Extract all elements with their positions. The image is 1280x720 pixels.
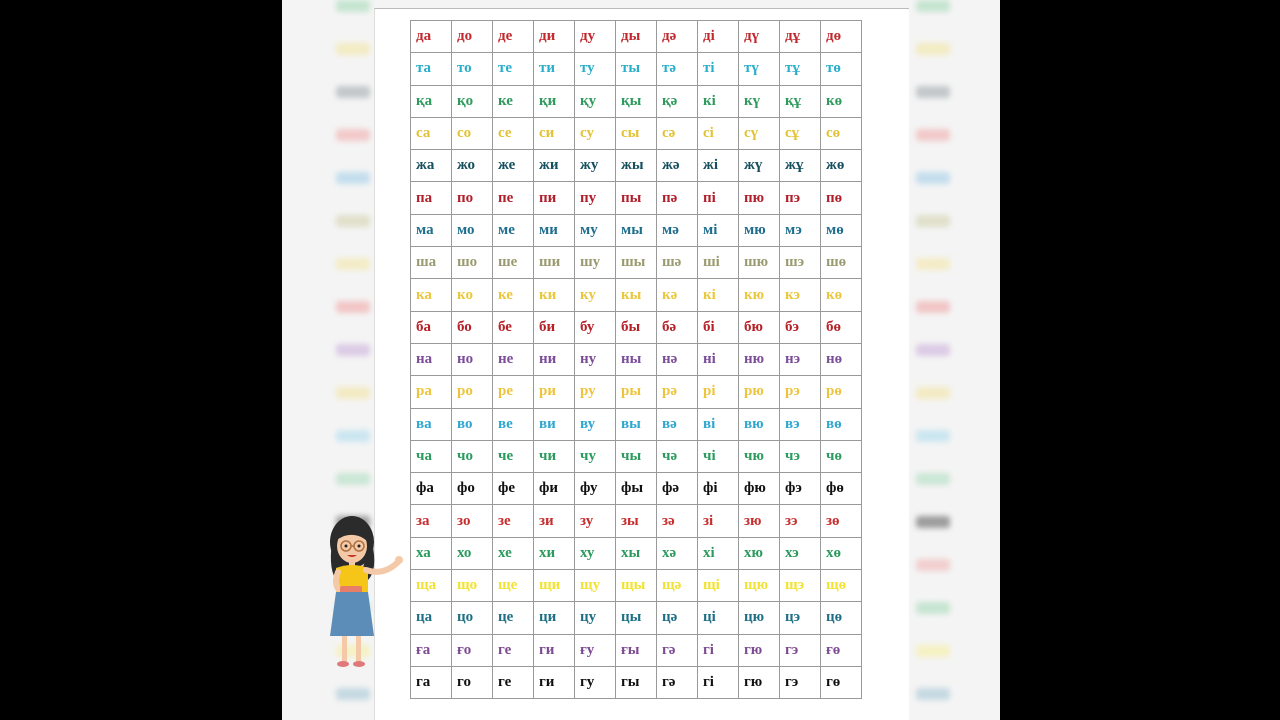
blurred-thumbnail-block <box>916 215 950 227</box>
syllable-cell: шө <box>821 247 862 279</box>
syllable-row <box>411 247 862 279</box>
syllable-cell: шу <box>575 247 616 279</box>
syllable-cell: шю <box>739 247 780 279</box>
syllable-row <box>411 537 862 569</box>
syllable-cell: ди <box>534 21 575 53</box>
syllable-cell: ці <box>698 602 739 634</box>
syllable-cell: бә <box>657 311 698 343</box>
syllable-cell: вө <box>821 408 862 440</box>
syllable-cell: цы <box>616 602 657 634</box>
syllable-cell: зы <box>616 505 657 537</box>
syllable-cell: жы <box>616 150 657 182</box>
syllable-cell: бы <box>616 311 657 343</box>
syllable-cell: зю <box>739 505 780 537</box>
blurred-thumbnail-block <box>336 473 370 485</box>
blurred-thumbnail-block <box>916 387 950 399</box>
syllable-cell: ча <box>411 440 452 472</box>
syllable-cell: фә <box>657 473 698 505</box>
syllable-cell: қә <box>657 85 698 117</box>
syllable-cell: фэ <box>780 473 821 505</box>
syllable-cell: му <box>575 214 616 246</box>
syllable-cell: ті <box>698 53 739 85</box>
syllable-cell: ну <box>575 343 616 375</box>
syllable-cell: ғы <box>616 634 657 666</box>
syllable-cell: пі <box>698 182 739 214</box>
syllable-row <box>411 440 862 472</box>
syllable-cell: чэ <box>780 440 821 472</box>
syllable-cell: щи <box>534 570 575 602</box>
syllable-cell: ві <box>698 408 739 440</box>
syllable-cell: ры <box>616 376 657 408</box>
syllable-cell: кө <box>821 279 862 311</box>
syllable-cell: зө <box>821 505 862 537</box>
syllable-row <box>411 666 862 698</box>
syllable-cell: хі <box>698 537 739 569</box>
blurred-thumbnail-block <box>336 344 370 356</box>
syllable-cell: сұ <box>780 117 821 149</box>
blurred-thumbnail-block <box>916 258 950 270</box>
syllable-cell: чө <box>821 440 862 472</box>
syllable-cell: гә <box>657 666 698 698</box>
syllable-cell: тұ <box>780 53 821 85</box>
syllable-cell: то <box>452 53 493 85</box>
syllable-cell: жу <box>575 150 616 182</box>
syllable-cell: ре <box>493 376 534 408</box>
syllable-cell: би <box>534 311 575 343</box>
syllable-cell: чю <box>739 440 780 472</box>
blurred-thumbnail-block <box>336 129 370 141</box>
syllable-cell: но <box>452 343 493 375</box>
syllable-row <box>411 343 862 375</box>
syllable-cell: ни <box>534 343 575 375</box>
syllable-row <box>411 150 862 182</box>
syllable-cell: ді <box>698 21 739 53</box>
blurred-thumbnail-block <box>336 0 370 12</box>
syllable-cell: сы <box>616 117 657 149</box>
blurred-thumbnail-block <box>336 301 370 313</box>
syllable-cell: са <box>411 117 452 149</box>
syllable-row <box>411 505 862 537</box>
syllable-cell: жі <box>698 150 739 182</box>
blurred-thumbnail-block <box>336 387 370 399</box>
syllable-cell: қу <box>575 85 616 117</box>
blurred-thumbnail-block <box>916 301 950 313</box>
syllable-cell: кө <box>821 85 862 117</box>
syllable-cell: ца <box>411 602 452 634</box>
syllable-cell: кі <box>698 85 739 117</box>
syllable-cell: мю <box>739 214 780 246</box>
syllable-cell: ща <box>411 570 452 602</box>
blurred-right-margin <box>906 0 966 720</box>
syllable-cell: бө <box>821 311 862 343</box>
syllable-cell: фи <box>534 473 575 505</box>
blurred-thumbnail-block <box>916 43 950 55</box>
syllable-cell: ны <box>616 343 657 375</box>
syllable-cell: хә <box>657 537 698 569</box>
syllable-cell: шә <box>657 247 698 279</box>
syllable-cell: ду <box>575 21 616 53</box>
syllable-cell: же <box>493 150 534 182</box>
syllable-cell: су <box>575 117 616 149</box>
syllable-cell: щә <box>657 570 698 602</box>
syllable-cell: ко <box>452 279 493 311</box>
syllable-cell: жұ <box>780 150 821 182</box>
syllable-cell: кы <box>616 279 657 311</box>
syllable-cell: ци <box>534 602 575 634</box>
syllable-cell: ви <box>534 408 575 440</box>
syllable-row <box>411 602 862 634</box>
syllable-cell: чә <box>657 440 698 472</box>
syllable-cell: се <box>493 117 534 149</box>
syllable-cell: ша <box>411 247 452 279</box>
syllable-cell: кү <box>739 85 780 117</box>
syllable-cell: хэ <box>780 537 821 569</box>
syllable-cell: тө <box>821 53 862 85</box>
syllable-cell: пю <box>739 182 780 214</box>
syllable-cell: гю <box>739 666 780 698</box>
syllable-cell: гө <box>821 666 862 698</box>
syllable-row <box>411 85 862 117</box>
syllable-cell: ты <box>616 53 657 85</box>
syllable-cell: фу <box>575 473 616 505</box>
syllable-cell: фы <box>616 473 657 505</box>
syllable-cell: цу <box>575 602 616 634</box>
syllable-cell: вю <box>739 408 780 440</box>
syllable-cell: це <box>493 602 534 634</box>
blurred-thumbnail-block <box>336 258 370 270</box>
syllable-cell: за <box>411 505 452 537</box>
syllable-cell: ри <box>534 376 575 408</box>
syllable-cell: си <box>534 117 575 149</box>
syllable-cell: ву <box>575 408 616 440</box>
syllable-cell: ке <box>493 85 534 117</box>
syllable-cell: щэ <box>780 570 821 602</box>
syllable-cell: нө <box>821 343 862 375</box>
syllable-cell: де <box>493 21 534 53</box>
syllable-cell: жә <box>657 150 698 182</box>
syllable-row <box>411 214 862 246</box>
syllable-cell: ші <box>698 247 739 279</box>
syllable-cell: га <box>411 666 452 698</box>
syllable-cell: жү <box>739 150 780 182</box>
syllable-cell: қы <box>616 85 657 117</box>
syllable-cell: хо <box>452 537 493 569</box>
syllable-cell: пө <box>821 182 862 214</box>
syllable-row <box>411 117 862 149</box>
syllable-cell: ше <box>493 247 534 279</box>
syllable-cell: шо <box>452 247 493 279</box>
syllable-cell: фө <box>821 473 862 505</box>
syllable-cell: со <box>452 117 493 149</box>
syllable-cell: цә <box>657 602 698 634</box>
syllable-cell: ще <box>493 570 534 602</box>
syllable-cell: щю <box>739 570 780 602</box>
syllable-cell: ка <box>411 279 452 311</box>
syllable-cell: дү <box>739 21 780 53</box>
syllable-cell: ру <box>575 376 616 408</box>
syllable-cell: ма <box>411 214 452 246</box>
blurred-thumbnail-block <box>916 172 950 184</box>
syllable-cell: чу <box>575 440 616 472</box>
syllable-cell: во <box>452 408 493 440</box>
syllable-cell: ки <box>534 279 575 311</box>
syllable-cell: цо <box>452 602 493 634</box>
syllable-cell: гі <box>698 634 739 666</box>
syllable-cell: сү <box>739 117 780 149</box>
syllable-cell: дә <box>657 21 698 53</box>
syllable-cell: бе <box>493 311 534 343</box>
syllable-cell: те <box>493 53 534 85</box>
syllable-cell: хи <box>534 537 575 569</box>
syllable-cell: фі <box>698 473 739 505</box>
syllable-cell: пә <box>657 182 698 214</box>
syllable-cell: па <box>411 182 452 214</box>
syllable-cell: шэ <box>780 247 821 279</box>
syllable-cell: по <box>452 182 493 214</box>
blurred-thumbnail-block <box>916 430 950 442</box>
syllable-cell: чо <box>452 440 493 472</box>
syllable-cell: сә <box>657 117 698 149</box>
syllable-cell: фа <box>411 473 452 505</box>
syllable-cell: ню <box>739 343 780 375</box>
syllable-cell: рә <box>657 376 698 408</box>
syllable-cell: мә <box>657 214 698 246</box>
blurred-thumbnail-block <box>916 516 950 528</box>
syllable-row <box>411 21 862 53</box>
syllable-cell: цө <box>821 602 862 634</box>
syllable-cell: дұ <box>780 21 821 53</box>
syllable-cell: чы <box>616 440 657 472</box>
blurred-thumbnail-block <box>916 559 950 571</box>
syllable-row <box>411 182 862 214</box>
syllable-cell: мы <box>616 214 657 246</box>
syllable-cell: вэ <box>780 408 821 440</box>
syllable-cell: бэ <box>780 311 821 343</box>
syllable-row <box>411 570 862 602</box>
blurred-thumbnail-block <box>916 473 950 485</box>
syllable-row <box>411 634 862 666</box>
blurred-thumbnail-block <box>336 430 370 442</box>
blurred-thumbnail-block <box>916 86 950 98</box>
syllable-cell: до <box>452 21 493 53</box>
syllable-cell: шы <box>616 247 657 279</box>
syllable-cell: мө <box>821 214 862 246</box>
syllable-cell: щі <box>698 570 739 602</box>
syllable-cell: тү <box>739 53 780 85</box>
syllable-cell: гі <box>698 666 739 698</box>
blurred-thumbnail-block <box>916 129 950 141</box>
syllable-cell: пе <box>493 182 534 214</box>
syllable-cell: мо <box>452 214 493 246</box>
syllable-cell: фе <box>493 473 534 505</box>
syllable-cell: бю <box>739 311 780 343</box>
syllable-cell: ги <box>534 634 575 666</box>
syllable-cell: ми <box>534 214 575 246</box>
syllable-cell: ту <box>575 53 616 85</box>
syllable-cell: ва <box>411 408 452 440</box>
syllable-cell: нэ <box>780 343 821 375</box>
syllable-cell: зи <box>534 505 575 537</box>
syllable-cell: ти <box>534 53 575 85</box>
syllable-cell: пу <box>575 182 616 214</box>
syllable-cell: құ <box>780 85 821 117</box>
syllable-cell: та <box>411 53 452 85</box>
teacher-girl-illustration <box>322 512 406 672</box>
syllable-table <box>410 20 862 699</box>
syllable-cell: кә <box>657 279 698 311</box>
syllable-cell: ге <box>493 634 534 666</box>
syllable-cell: щы <box>616 570 657 602</box>
syllable-cell: да <box>411 21 452 53</box>
syllable-row <box>411 311 862 343</box>
syllable-cell: рю <box>739 376 780 408</box>
syllable-cell: щу <box>575 570 616 602</box>
syllable-cell: кэ <box>780 279 821 311</box>
syllable-row <box>411 279 862 311</box>
syllable-cell: пи <box>534 182 575 214</box>
blurred-thumbnail-block <box>916 688 950 700</box>
syllable-cell: ғу <box>575 634 616 666</box>
syllable-cell: зі <box>698 505 739 537</box>
syllable-cell: пы <box>616 182 657 214</box>
syllable-cell: ши <box>534 247 575 279</box>
syllable-cell: гы <box>616 666 657 698</box>
syllable-cell: ме <box>493 214 534 246</box>
syllable-cell: гә <box>657 634 698 666</box>
syllable-cell: сө <box>821 117 862 149</box>
blurred-thumbnail-block <box>336 215 370 227</box>
syllable-cell: ғө <box>821 634 862 666</box>
syllable-cell: ғо <box>452 634 493 666</box>
syllable-cell: бу <box>575 311 616 343</box>
syllable-cell: фо <box>452 473 493 505</box>
syllable-cell: бі <box>698 311 739 343</box>
syllable-cell: жо <box>452 150 493 182</box>
syllable-cell: ку <box>575 279 616 311</box>
syllable-cell: зе <box>493 505 534 537</box>
syllable-cell: ра <box>411 376 452 408</box>
syllable-cell: хю <box>739 537 780 569</box>
syllable-row <box>411 473 862 505</box>
syllable-row <box>411 53 862 85</box>
syllable-cell: рі <box>698 376 739 408</box>
blurred-thumbnail-block <box>916 602 950 614</box>
syllable-cell: жө <box>821 150 862 182</box>
syllable-cell: рэ <box>780 376 821 408</box>
blurred-thumbnail-block <box>916 344 950 356</box>
syllable-cell: ха <box>411 537 452 569</box>
syllable-cell: цю <box>739 602 780 634</box>
syllable-cell: ху <box>575 537 616 569</box>
syllable-cell: зэ <box>780 505 821 537</box>
syllable-cell: вы <box>616 408 657 440</box>
syllable-row <box>411 408 862 440</box>
syllable-cell: ги <box>534 666 575 698</box>
syllable-cell: нә <box>657 343 698 375</box>
syllable-cell: тә <box>657 53 698 85</box>
syllable-cell: рө <box>821 376 862 408</box>
syllable-cell: дө <box>821 21 862 53</box>
syllable-cell: цэ <box>780 602 821 634</box>
syllable-cell: зо <box>452 505 493 537</box>
syllable-cell: щө <box>821 570 862 602</box>
syllable-cell: ға <box>411 634 452 666</box>
syllable-cell: гэ <box>780 666 821 698</box>
syllable-cell: ба <box>411 311 452 343</box>
blurred-thumbnail-block <box>336 688 370 700</box>
syllable-cell: що <box>452 570 493 602</box>
syllable-cell: зу <box>575 505 616 537</box>
blurred-thumbnail-block <box>336 43 370 55</box>
syllable-cell: жа <box>411 150 452 182</box>
syllable-cell: жи <box>534 150 575 182</box>
syllable-cell: гю <box>739 634 780 666</box>
syllable-cell: пэ <box>780 182 821 214</box>
syllable-cell: гэ <box>780 634 821 666</box>
syllable-cell: бо <box>452 311 493 343</box>
syllable-cell: ке <box>493 279 534 311</box>
syllable-cell: ні <box>698 343 739 375</box>
syllable-cell: че <box>493 440 534 472</box>
blurred-thumbnail-block <box>916 645 950 657</box>
syllable-cell: кі <box>698 279 739 311</box>
syllable-cell: мі <box>698 214 739 246</box>
blurred-thumbnail-block <box>336 172 370 184</box>
syllable-cell: на <box>411 343 452 375</box>
syllable-cell: хө <box>821 537 862 569</box>
syllable-cell: зә <box>657 505 698 537</box>
syllable-cell: не <box>493 343 534 375</box>
syllable-cell: қа <box>411 85 452 117</box>
syllable-cell: гу <box>575 666 616 698</box>
syllable-cell: хе <box>493 537 534 569</box>
syllable-cell: вә <box>657 408 698 440</box>
syllable-cell: мэ <box>780 214 821 246</box>
syllable-cell: ве <box>493 408 534 440</box>
syllable-cell: ро <box>452 376 493 408</box>
syllable-cell: чі <box>698 440 739 472</box>
syllable-cell: қи <box>534 85 575 117</box>
syllable-row <box>411 376 862 408</box>
syllable-cell: кю <box>739 279 780 311</box>
syllable-cell: ды <box>616 21 657 53</box>
blurred-thumbnail-block <box>336 86 370 98</box>
syllable-cell: хы <box>616 537 657 569</box>
syllable-cell: чи <box>534 440 575 472</box>
blurred-thumbnail-block <box>916 0 950 12</box>
syllable-cell: сі <box>698 117 739 149</box>
syllable-cell: фю <box>739 473 780 505</box>
syllable-cell: го <box>452 666 493 698</box>
syllable-cell: ге <box>493 666 534 698</box>
syllable-cell: қо <box>452 85 493 117</box>
